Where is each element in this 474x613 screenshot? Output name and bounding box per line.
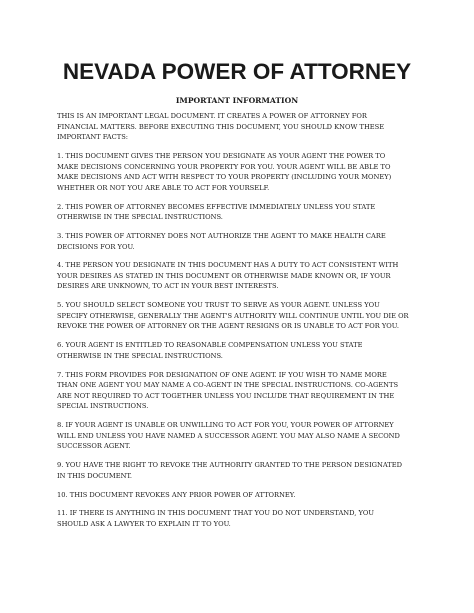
numbered-paragraph	[57, 340, 409, 361]
paragraph-line: SPECIAL INSTRUCTIONS.	[57, 402, 149, 411]
paragraph-line: SUCCESSOR AGENT.	[57, 442, 131, 451]
document-title: NEVADA POWER OF ATTORNEY	[62, 59, 412, 84]
paragraph-line: IN THIS DOCUMENT.	[57, 471, 133, 480]
paragraph-line: OTHERWISE IN THE SPECIAL INSTRUCTIONS.	[57, 213, 223, 222]
paragraph-line: 11. IF THERE IS ANYTHING IN THIS DOCUMENT THAT YOU DO NOT UNDERSTAND, YOU	[57, 509, 375, 518]
numbered-paragraph	[57, 151, 409, 193]
paragraph-line: WHETHER OR NOT YOU ARE ABLE TO ACT FOR YOURSELF.	[57, 183, 270, 192]
paragraph-line: 3. THIS POWER OF ATTORNEY DOES NOT AUTHORIZE THE AGENT TO MAKE HEALTH CARE	[57, 231, 386, 240]
paragraph-line: SHOULD ASK A LAWYER TO EXPLAIN IT TO YOU.	[57, 519, 231, 528]
paragraph-line: 6. YOUR AGENT IS ENTITLED TO REASONABLE COMPENSATION UNLESS YOU STATE	[57, 341, 363, 350]
numbered-paragraph	[57, 508, 409, 529]
numbered-paragraph	[57, 231, 409, 252]
numbered-paragraph	[57, 202, 409, 223]
section-heading: IMPORTANT INFORMATION	[175, 96, 299, 105]
paragraph-line: 7. THIS FORM PROVIDES FOR DESIGNATION OF ONE AGENT. IF YOU WISH TO NAME MORE	[57, 370, 387, 379]
paragraph-line: IMPORTANT FACTS:	[57, 133, 129, 142]
paragraph-line: THIS IS AN IMPORTANT LEGAL DOCUMENT. IT CREATES A POWER OF ATTORNEY FOR	[57, 112, 367, 120]
numbered-paragraph	[57, 300, 409, 332]
paragraph-line: OTHERWISE IN THE SPECIAL INSTRUCTIONS.	[57, 351, 223, 360]
paragraph-line: MAKE DECISIONS CONCERNING YOUR PROPERTY FOR YOU. YOUR AGENT WILL BE ABLE TO	[57, 162, 391, 171]
paragraph-line: WILL END UNLESS YOU HAVE NAMED A SUCCESSOR AGENT. YOU MAY ALSO NAME A SECOND	[57, 431, 400, 440]
paragraph-line: 5. YOU SHOULD SELECT SOMEONE YOU TRUST TO SERVE AS YOUR AGENT. UNLESS YOU	[57, 301, 380, 310]
paragraph-line: 4. THE PERSON YOU DESIGNATE IN THIS DOCUMENT HAS A DUTY TO ACT CONSISTENT WITH	[57, 261, 399, 270]
numbered-paragraph	[57, 260, 409, 292]
paragraph-line: REVOKE THE POWER OF ATTORNEY OR THE AGENT RESIGNS OR IS UNABLE TO ACT FOR YOU.	[57, 322, 399, 331]
paragraph-line: DECISIONS FOR YOU.	[57, 242, 135, 251]
paragraph-line: 1. THIS DOCUMENT GIVES THE PERSON YOU DESIGNATE AS YOUR AGENT THE POWER TO	[57, 151, 386, 160]
paragraph-line: THAN ONE AGENT YOU MAY NAME A CO-AGENT IN THE SPECIAL INSTRUCTIONS. CO-AGENTS	[57, 381, 399, 390]
paragraph-line: 10. THIS DOCUMENT REVOKES ANY PRIOR POWER OF ATTORNEY.	[57, 490, 296, 499]
paragraph-line: YOUR DESIRES AS STATED IN THIS DOCUMENT OR OTHERWISE MADE KNOWN OR, IF YOUR	[57, 271, 391, 280]
paragraph-line: FINANCIAL MATTERS. BEFORE EXECUTING THIS DOCUMENT, YOU SHOULD KNOW THESE	[57, 122, 385, 131]
paragraph-line: 8. IF YOUR AGENT IS UNABLE OR UNWILLING TO ACT FOR YOU, YOUR POWER OF ATTORNEY	[57, 421, 394, 430]
numbered-paragraph	[57, 460, 409, 481]
numbered-paragraph	[57, 420, 409, 452]
paragraph-line: DESIRES ARE UNKNOWN, TO ACT IN YOUR BEST INTERESTS.	[57, 282, 279, 291]
numbered-paragraph	[57, 490, 409, 501]
document-body	[57, 111, 409, 538]
intro-paragraph	[57, 111, 409, 143]
numbered-paragraph	[57, 370, 409, 412]
paragraph-line: SPECIFY OTHERWISE, GENERALLY THE AGENT'S AUTHORITY WILL CONTINUE UNTIL YOU DIE OR	[57, 311, 409, 320]
paragraph-line: MAKE DECISIONS AND ACT WITH RESPECT TO YOUR PROPERTY (INCLUDING YOUR MONEY)	[57, 173, 392, 182]
paragraph-line: 2. THIS POWER OF ATTORNEY BECOMES EFFECTIVE IMMEDIATELY UNLESS YOU STATE	[57, 202, 376, 211]
paragraph-line: 9. YOU HAVE THE RIGHT TO REVOKE THE AUTHORITY GRANTED TO THE PERSON DESIGNATED	[57, 461, 403, 470]
paragraph-line: ARE NOT REQUIRED TO ACT TOGETHER UNLESS YOU INCLUDE THAT REQUIREMENT IN THE	[57, 391, 395, 400]
